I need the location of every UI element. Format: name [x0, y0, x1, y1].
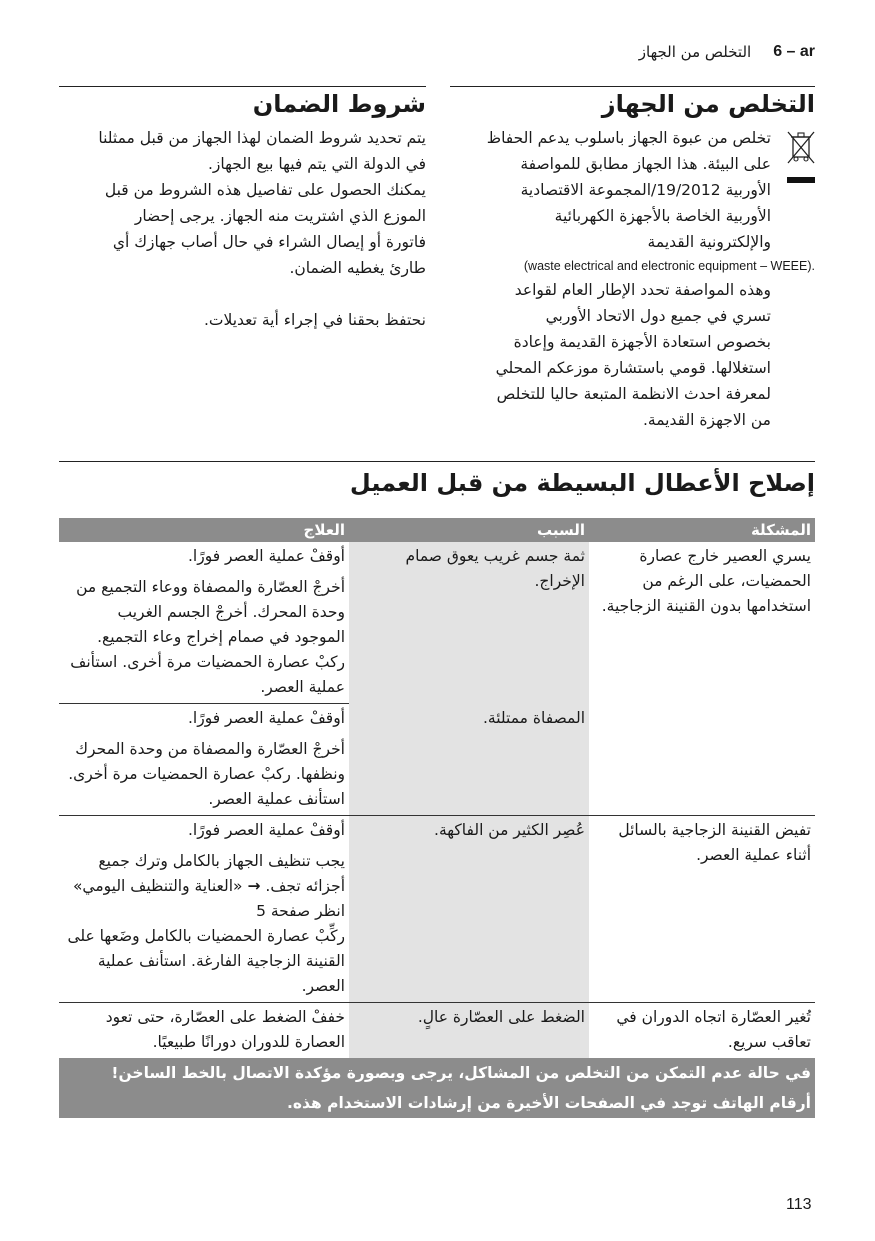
page-reference-link: «العناية والتنظيف اليومي» انظر صفحة 5 — [72, 877, 345, 920]
warranty-heading: شروط الضمان — [252, 90, 426, 118]
troubleshooting-heading: إصلاح الأعطال البسيطة من قبل العميل — [349, 469, 815, 497]
disposal-section — [450, 86, 815, 433]
problem-cell: تُغير العصّارة اتجاه الدوران في تعاقب سريع. — [616, 1008, 811, 1051]
warranty-line: فاتورة أو إيصال الشراء في حال أصاب جهازك أي — [112, 233, 426, 251]
disposal-line: تسري في جميع دول الاتحاد الأوربي — [545, 307, 771, 325]
remedy-step: أوقفْ عملية العصر فورًا. — [188, 547, 345, 565]
column-header-cause: السبب — [349, 518, 589, 542]
page-number: 113 — [786, 1196, 812, 1213]
header-title: التخلص من الجهاز — [638, 43, 752, 61]
remedy-cell — [59, 704, 349, 816]
disposal-line: لمعرفة احدث الانظمة المتبعة حاليا للتخلص — [496, 385, 771, 403]
running-header — [600, 40, 815, 64]
remedy-step: يجب تنظيف الجهاز بالكامل وترك جميع أجزائه تجف. — [98, 852, 345, 895]
warranty-line: يتم تحديد شروط الضمان لهذا الجهاز من قبل ممثلنا — [98, 129, 426, 147]
warranty-line: طارئ يغطيه الضمان. — [289, 259, 426, 277]
disposal-line: الأوربية الخاصة بالأجهزة الكهربائية — [554, 207, 771, 225]
remedy-step: ركِّبْ عصارة الحمضيات بالكامل وضَعها على القنينة الزجاجية الفارغة. استأنف عملية العصر. — [67, 927, 345, 995]
table-row — [59, 816, 815, 1003]
remedy-cell — [59, 542, 349, 704]
weee-abbreviation: (waste electrical and electronic equipment – WEEE). — [523, 259, 815, 273]
problem-cell: تفيض القنينة الزجاجية بالسائل أثناء عملية العصر. — [589, 816, 815, 1003]
cause-cell: ثمة جسم غريب يعوق صمام الإخراج. — [349, 542, 589, 704]
disposal-line: تخلص من عبوة الجهاز باسلوب يدعم الحفاظ — [486, 129, 771, 147]
disposal-line: والإلكترونية القديمة — [647, 233, 771, 251]
remedy-step: أوقفْ عملية العصر فورًا. — [188, 821, 345, 839]
table-row — [59, 1003, 815, 1059]
header-page-label: 6 – ar — [773, 43, 815, 60]
disposal-line: الأوربية 19/2012/المجموعة الاقتصادية — [520, 181, 771, 199]
column-header-remedy: العلاج — [59, 518, 349, 542]
table-row — [59, 542, 815, 704]
disposal-heading: التخلص من الجهاز — [601, 90, 815, 118]
disposal-line: من الاجهزة القديمة. — [642, 411, 771, 429]
warranty-line: يمكنك الحصول على تفاصيل هذه الشروط من قبل — [104, 181, 426, 199]
problem-cell: يسري العصير خارج عصارة الحمضيات، على الرغم من استخدامها بدون القنينة الزجاجية. — [589, 542, 815, 816]
cause-cell: المصفاة ممتلئة. — [349, 704, 589, 816]
disposal-line: استغلالها. قومي باستشارة موزعكم المحلي — [495, 359, 771, 377]
troubleshooting-table — [59, 518, 815, 1058]
disposal-line: بخصوص استعادة الأجهزة القديمة وإعادة — [513, 333, 771, 351]
cause-cell: الضغط على العصّارة عالٍ. — [349, 1003, 589, 1059]
remedy-step: أخرجْ العصّارة والمصفاة ووعاء التجميع من وحدة المحرك. أخرجْ الجسم الغريب الموجود في صمام إخراج وعاء التجميع. ركبْ عصارة الحمضيات مرة أخرى. استأنف عملية العصر. — [70, 578, 345, 696]
hotline-note-line: في حالة عدم التمكن من التخلص من المشاكل، يرجى وبصورة مؤكدة الاتصال بالخط الساخن! — [111, 1064, 811, 1082]
disposal-line: وهذه المواصفة تحدد الإطار العام لقواعد — [514, 281, 771, 299]
remedy-step: أخرجْ العصّارة والمصفاة من وحدة المحرك ونظفها. ركبْ عصارة الحمضيات مرة أخرى. استأنف عملية العصر. — [68, 740, 345, 808]
table-header-row — [59, 518, 815, 542]
remedy-step: أوقفْ عملية العصر فورًا. — [188, 709, 345, 727]
section-rule — [59, 461, 815, 462]
warranty-line: الموزع الذي اشتريت منه الجهاز. يرجى إحضار — [134, 207, 426, 225]
cause-cell: عُصِر الكثير من الفاكهة. — [349, 816, 589, 1003]
remedy-cell — [59, 816, 349, 1003]
crossed-out-wheelie-bin-icon — [787, 131, 815, 189]
troubleshooting-section — [59, 461, 815, 1118]
remedy-step: خففْ الضغط على العصّارة، حتى تعود العصارة للدوران دورانًا طبيعيًا. — [105, 1008, 345, 1051]
warranty-line: في الدولة التي يتم فيها بيع الجهاز. — [207, 155, 426, 173]
remedy-cell — [59, 1003, 349, 1059]
warranty-note: نحتفظ بحقنا في إجراء أية تعديلات. — [203, 311, 426, 329]
disposal-line: على البيئة. هذا الجهاز مطابق للمواصفة — [520, 155, 771, 173]
warranty-section — [59, 86, 426, 333]
hotline-note — [59, 1058, 815, 1118]
hotline-note-line: أرقام الهاتف توجد في الصفحات الأخيرة من إرشادات الاستخدام هذه. — [286, 1094, 811, 1112]
arrow-left-icon: → — [247, 877, 261, 895]
column-header-problem: المشكلة — [589, 518, 815, 542]
